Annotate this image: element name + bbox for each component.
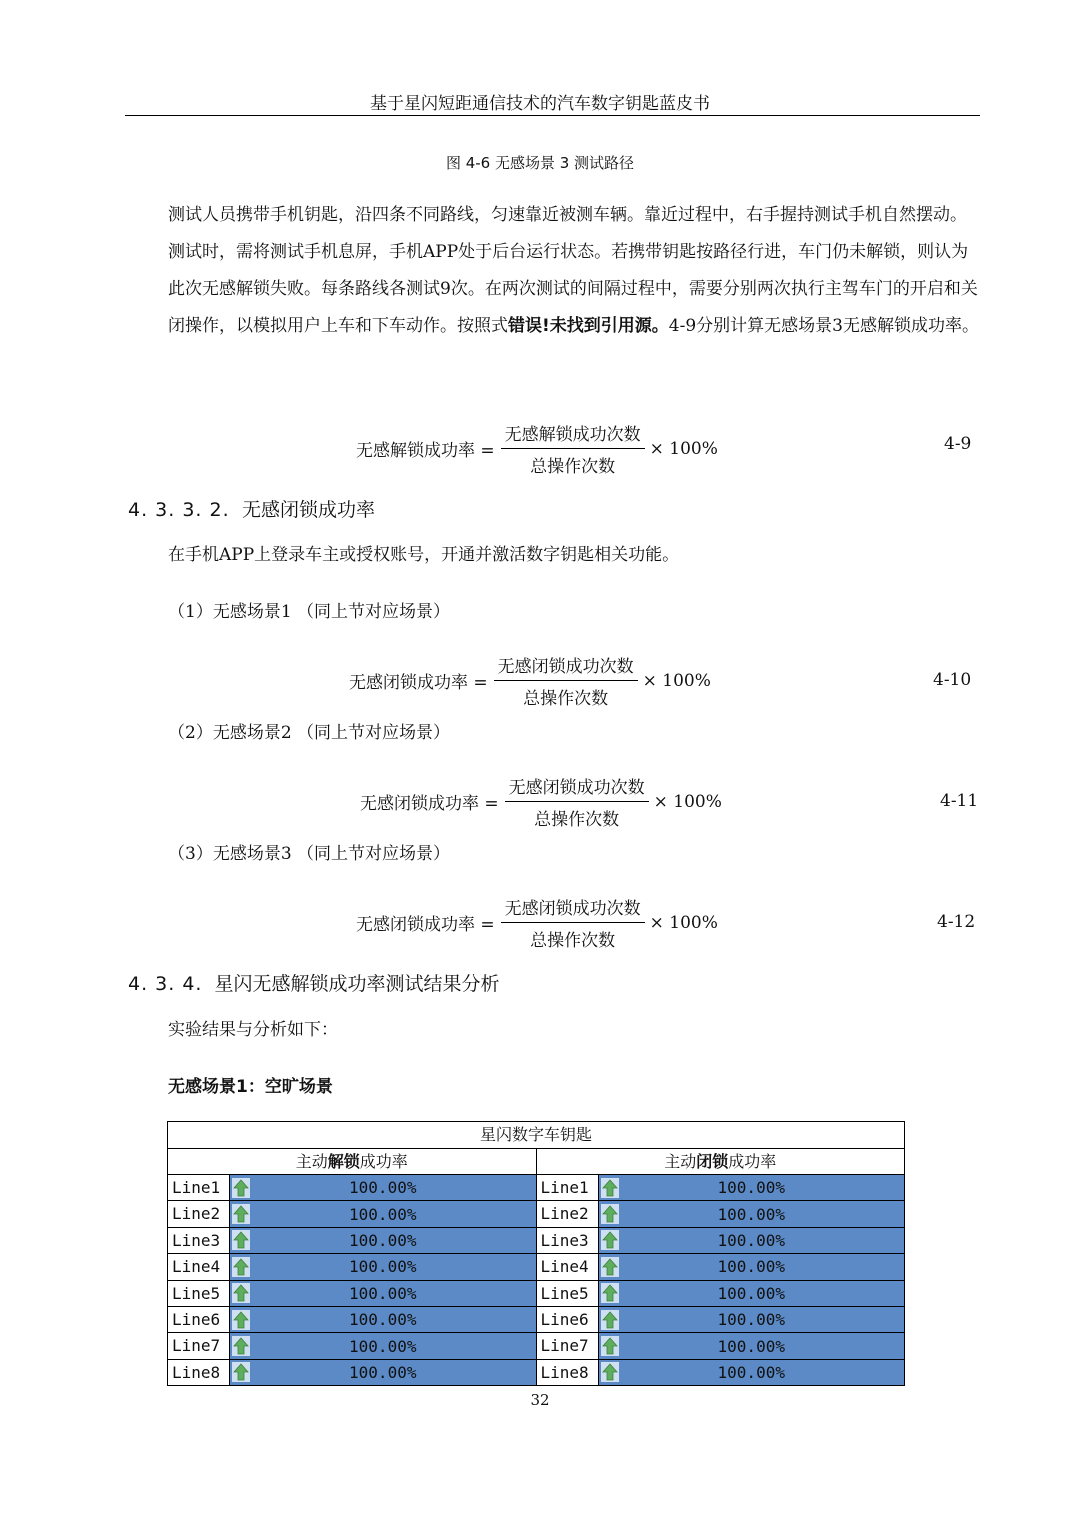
equation-number: 4-9 — [944, 434, 972, 454]
figure-caption: 图 4-6 无感场景 3 测试路径 — [445, 154, 635, 172]
success-rate-value: 100.00% — [349, 1283, 417, 1303]
equation-lhs: 无感闭锁成功率 = — [356, 915, 495, 935]
equation-number: 4-10 — [933, 670, 972, 690]
paragraph-text: 测试人员携带手机钥匙，沿四条不同路线，匀速靠近被测车辆。靠近过程中，右手握持测试手机自然摆动。测试时，需将测试手机息屏，手机APP处于后台运行状态。若携带钥匙按路径行进，车门仍未解锁，则认为此次无感解锁失败。每条路线各测试9次。在两次测试的间隔过程中，需要分别两次执行主驾车门的开启和关闭操作，以模拟用户上车和下车动作。按照式 — [168, 205, 978, 336]
value-cell — [230, 1201, 536, 1226]
value-cell — [230, 1360, 536, 1385]
page-number: 32 — [530, 1391, 550, 1409]
equation-fraction — [501, 420, 645, 477]
scene1-heading: 无感场景1：空旷场景 — [168, 1077, 333, 1097]
section-heading-4332 — [128, 495, 375, 522]
line-label: Line5 — [537, 1281, 599, 1306]
section-heading-434 — [128, 969, 499, 996]
equation-4-9 — [0, 420, 1080, 480]
paragraph-text-cont: 4-9分别计算无感场景3无感解锁成功率。 — [668, 316, 979, 336]
equation-fraction — [501, 894, 645, 951]
header-rule — [125, 115, 980, 116]
value-cell — [599, 1228, 905, 1253]
paragraph-text: 在手机APP上登录车主或授权账号，开通并激活数字钥匙相关功能。 — [168, 545, 680, 565]
equation-fraction — [494, 652, 638, 709]
header-suffix: 成功率 — [359, 1152, 408, 1171]
value-cell — [230, 1228, 536, 1253]
value-cell — [230, 1333, 536, 1358]
success-rate-value: 100.00% — [717, 1362, 785, 1382]
line-label: Line7 — [537, 1333, 599, 1358]
table-row — [537, 1175, 905, 1201]
fraction-numerator: 无感解锁成功次数 — [501, 420, 645, 449]
value-cell — [230, 1175, 536, 1200]
line-label: Line7 — [168, 1333, 230, 1358]
table-row — [168, 1228, 536, 1254]
section-title: 星闪无感解锁成功率测试结果分析 — [214, 973, 500, 995]
equation-fraction — [505, 773, 649, 830]
success-rate-value: 100.00% — [717, 1336, 785, 1356]
equation-multiplier: × 100% — [649, 912, 718, 933]
table-row — [168, 1333, 536, 1359]
equation-number: 4-11 — [940, 791, 979, 811]
scene-item-1: （1）无感场景1 （同上节对应场景） — [168, 602, 451, 622]
fraction-denominator: 总操作次数 — [530, 931, 616, 951]
value-cell — [599, 1175, 905, 1200]
equation-multiplier: × 100% — [649, 438, 718, 459]
line-label: Line2 — [537, 1201, 599, 1226]
table-row — [168, 1307, 536, 1333]
equation-multiplier: × 100% — [653, 791, 722, 812]
table-row — [537, 1254, 905, 1280]
success-rate-value: 100.00% — [349, 1336, 417, 1356]
value-cell — [230, 1281, 536, 1306]
value-cell — [599, 1254, 905, 1279]
fraction-numerator: 无感闭锁成功次数 — [505, 773, 649, 802]
table-row — [537, 1281, 905, 1307]
fraction-denominator: 总操作次数 — [523, 689, 609, 709]
value-cell — [599, 1307, 905, 1332]
table-row — [537, 1307, 905, 1333]
success-rate-value: 100.00% — [717, 1310, 785, 1330]
table-row — [537, 1228, 905, 1254]
scene-item-2: （2）无感场景2 （同上节对应场景） — [168, 723, 451, 743]
table-row — [537, 1201, 905, 1227]
success-rate-value: 100.00% — [717, 1230, 785, 1250]
reference-error: 错误!未找到引用源。 — [508, 316, 669, 336]
table-column-lock — [536, 1149, 905, 1385]
table-column-unlock — [168, 1149, 536, 1385]
value-cell — [230, 1254, 536, 1279]
line-label: Line1 — [537, 1175, 599, 1200]
table-row — [168, 1360, 536, 1385]
table-row — [168, 1175, 536, 1201]
success-rate-value: 100.00% — [349, 1178, 417, 1198]
value-cell — [599, 1333, 905, 1358]
line-label: Line2 — [168, 1201, 230, 1226]
line-label: Line5 — [168, 1281, 230, 1306]
line-label: Line1 — [168, 1175, 230, 1200]
header-prefix: 主动 — [295, 1152, 328, 1171]
section-number: 4. 3. 4. — [128, 973, 203, 995]
paragraph-activation — [130, 537, 980, 574]
header-suffix: 成功率 — [728, 1152, 777, 1171]
equation-lhs: 无感闭锁成功率 = — [360, 794, 499, 814]
success-rate-value: 100.00% — [717, 1283, 785, 1303]
table-row — [168, 1281, 536, 1307]
equation-4-11 — [0, 773, 1080, 833]
scene-item-3: （3）无感场景3 （同上节对应场景） — [168, 844, 451, 864]
value-cell — [599, 1201, 905, 1226]
success-rate-value: 100.00% — [349, 1362, 417, 1382]
success-rate-value: 100.00% — [349, 1230, 417, 1250]
value-cell — [599, 1360, 905, 1385]
results-table — [167, 1121, 905, 1386]
fraction-numerator: 无感闭锁成功次数 — [494, 652, 638, 681]
header-bold: 解锁 — [327, 1152, 360, 1171]
line-label: Line8 — [537, 1360, 599, 1385]
line-label: Line6 — [168, 1307, 230, 1332]
table-row — [168, 1254, 536, 1280]
header-bold: 闭锁 — [696, 1152, 729, 1171]
equation-lhs: 无感解锁成功率 = — [356, 441, 495, 461]
fraction-numerator: 无感闭锁成功次数 — [501, 894, 645, 923]
section-title: 无感闭锁成功率 — [242, 499, 376, 521]
column-header-unlock — [168, 1149, 536, 1175]
value-cell — [230, 1307, 536, 1332]
line-label: Line4 — [537, 1254, 599, 1279]
table-row — [537, 1360, 905, 1385]
success-rate-value: 100.00% — [717, 1178, 785, 1198]
line-label: Line3 — [537, 1228, 599, 1253]
equation-4-12 — [0, 894, 1080, 954]
line-label: Line6 — [537, 1307, 599, 1332]
page-header-title: 基于星闪短距通信技术的汽车数字钥匙蓝皮书 — [370, 94, 710, 114]
success-rate-value: 100.00% — [717, 1204, 785, 1224]
paragraph-text: 实验结果与分析如下： — [168, 1020, 338, 1040]
section-number: 4. 3. 3. 2. — [128, 499, 230, 521]
equation-4-10 — [0, 652, 1080, 712]
equation-multiplier: × 100% — [642, 670, 711, 691]
table-row — [537, 1333, 905, 1359]
column-header-lock — [537, 1149, 905, 1175]
paragraph-test-procedure — [130, 197, 980, 345]
line-label: Line8 — [168, 1360, 230, 1385]
value-cell — [599, 1281, 905, 1306]
success-rate-value: 100.00% — [349, 1257, 417, 1277]
fraction-denominator: 总操作次数 — [530, 457, 616, 477]
fraction-denominator: 总操作次数 — [534, 810, 620, 830]
success-rate-value: 100.00% — [349, 1310, 417, 1330]
line-label: Line4 — [168, 1254, 230, 1279]
table-row — [168, 1201, 536, 1227]
equation-number: 4-12 — [937, 912, 976, 932]
success-rate-value: 100.00% — [349, 1204, 417, 1224]
paragraph-results-intro — [130, 1012, 980, 1049]
header-prefix: 主动 — [664, 1152, 697, 1171]
table-title: 星闪数字车钥匙 — [168, 1122, 904, 1149]
equation-lhs: 无感闭锁成功率 = — [349, 673, 488, 693]
success-rate-value: 100.00% — [717, 1257, 785, 1277]
line-label: Line3 — [168, 1228, 230, 1253]
